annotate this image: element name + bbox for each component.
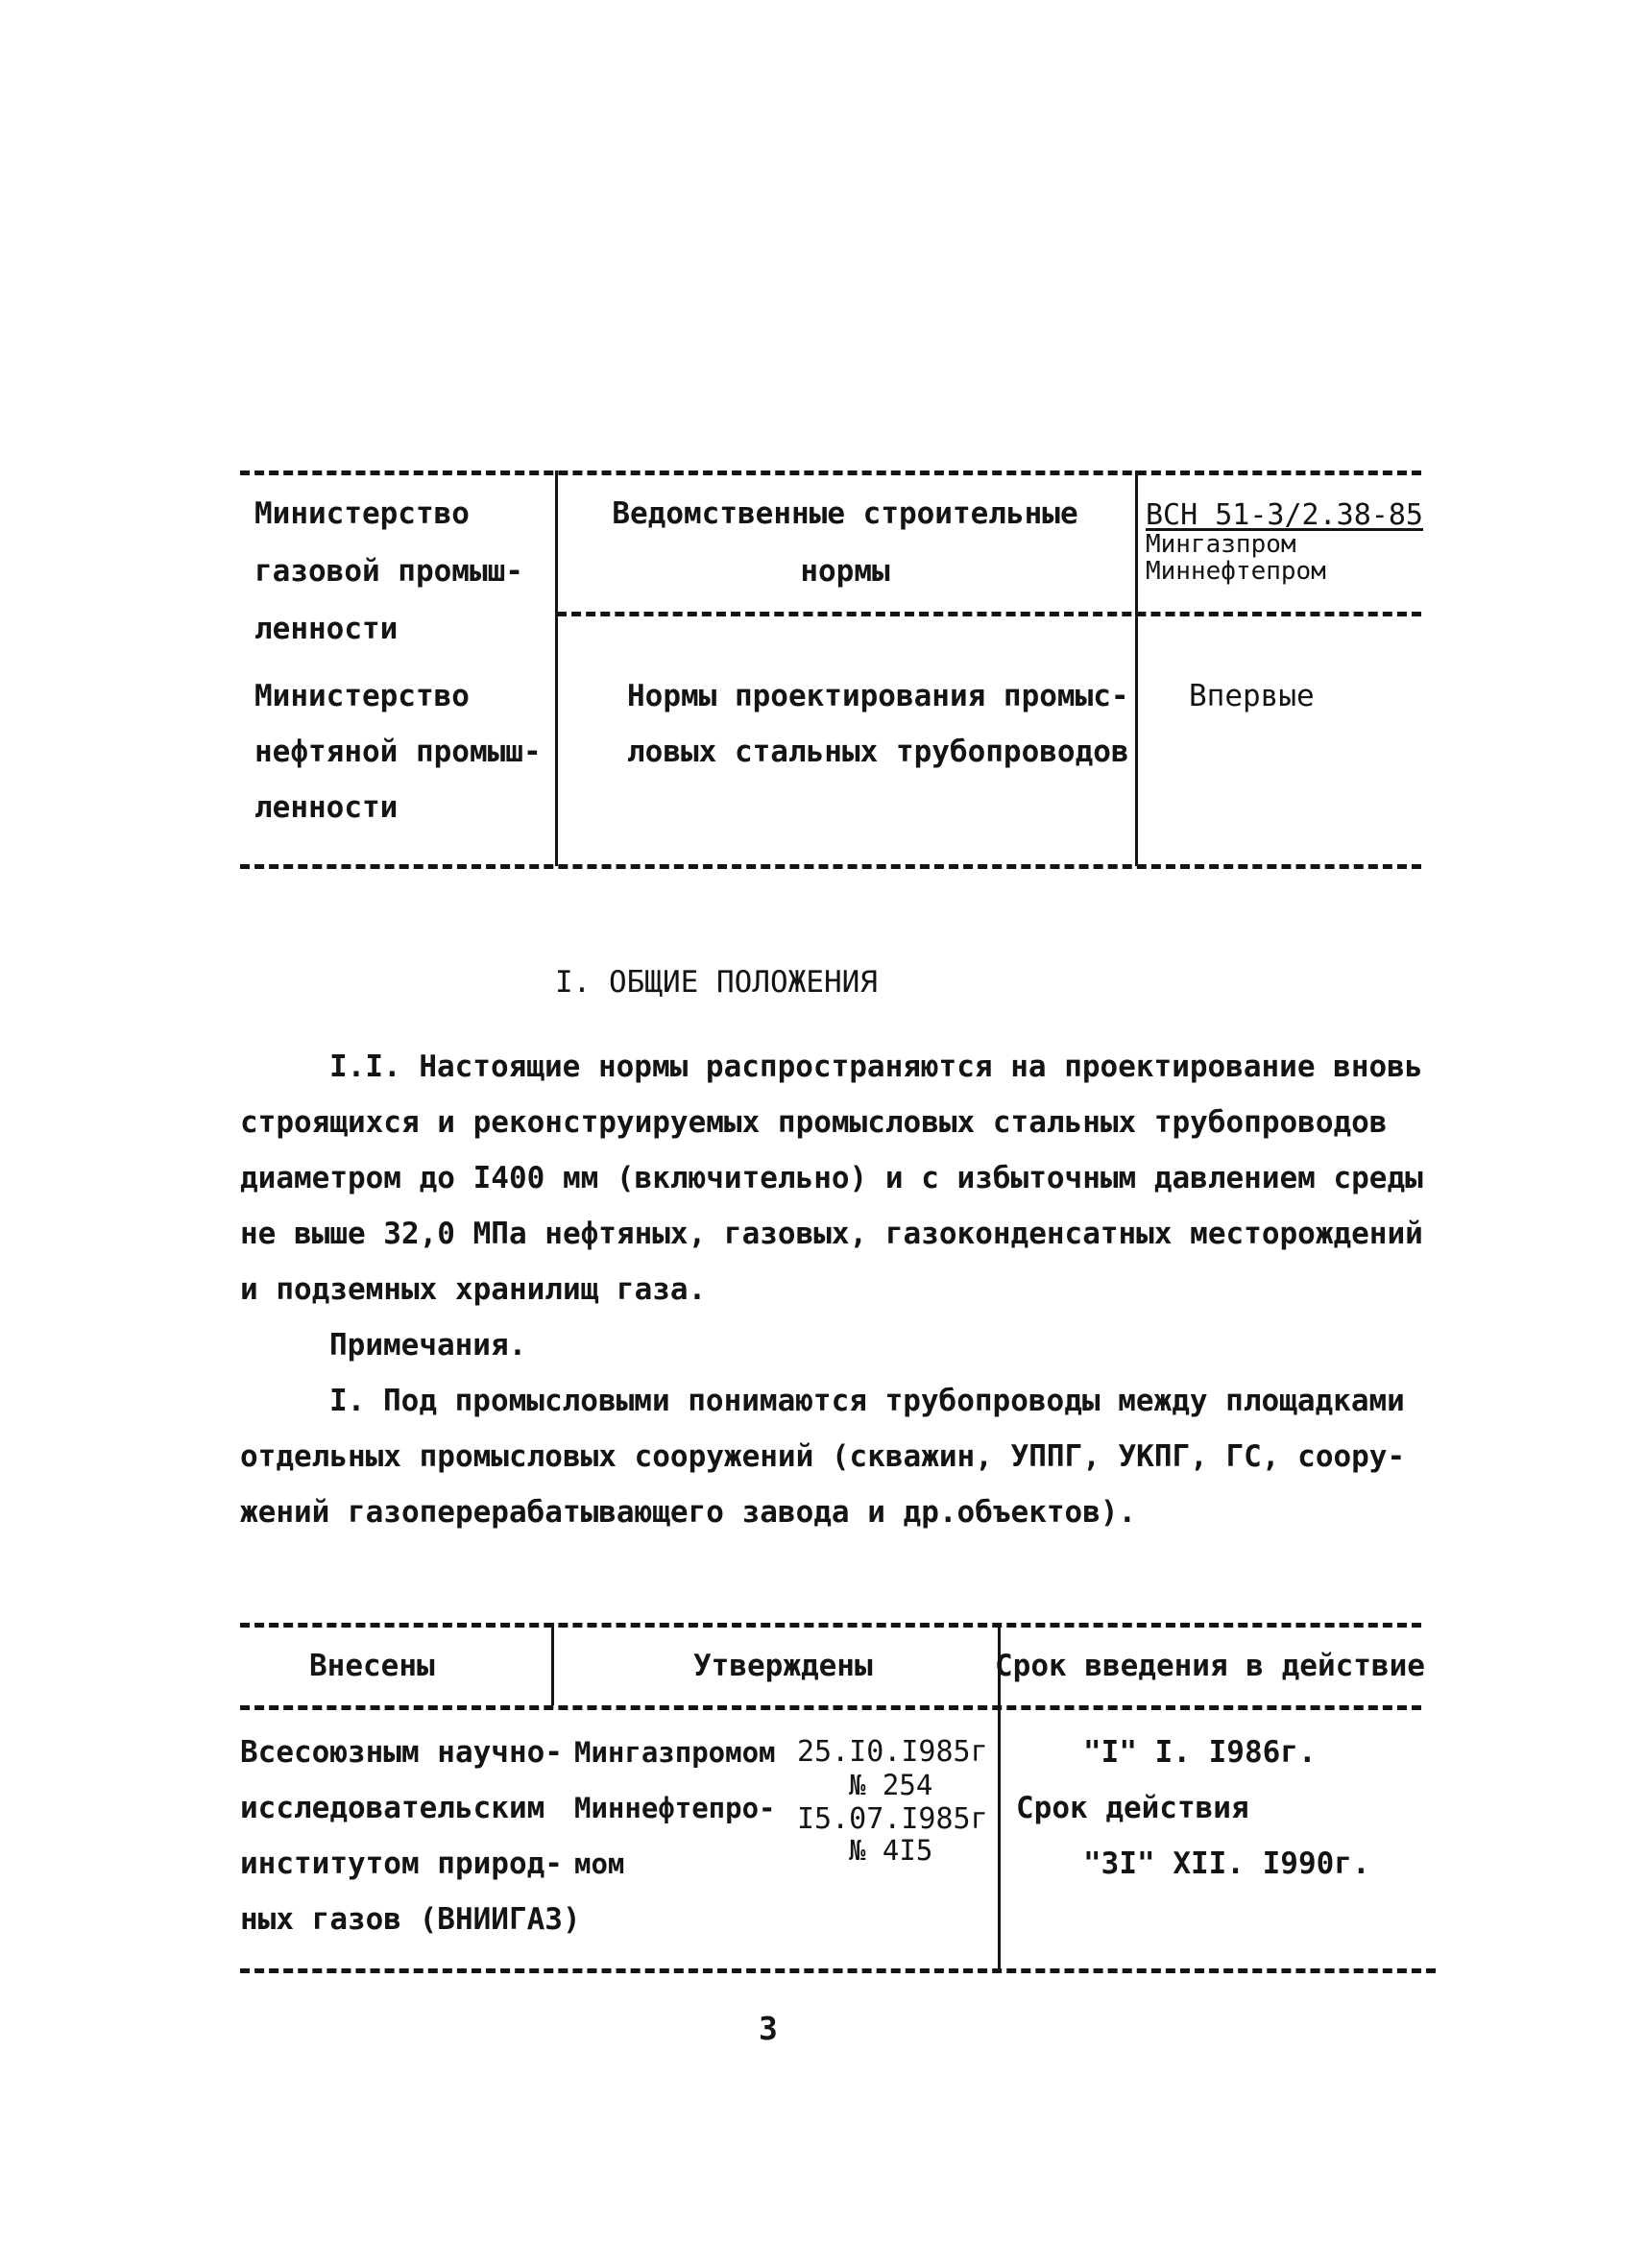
approved-org-line-1: Мингазпромом: [574, 1736, 776, 1769]
section-heading: I. ОБЩИЕ ПОЛОЖЕНИЯ: [555, 965, 878, 1000]
issuer-2-line-3: ленности: [254, 790, 399, 825]
doc-type-line-1: Ведомственные строительные: [612, 496, 1078, 531]
footer-top-rule: [240, 1623, 1421, 1628]
page-number: 3: [759, 2010, 778, 2047]
issuer-1-line-2: газовой промыш-: [254, 554, 523, 589]
header-col-divider-2: [1135, 470, 1138, 866]
document-code: ВСН 51-3/2.38-85: [1146, 498, 1423, 532]
introduced-line-1: Всесоюзным научно-: [240, 1735, 563, 1770]
para-line-1: I.I. Настоящие нормы распространяются на проектирование вновь: [329, 1050, 1423, 1084]
introduced-line-4: ных газов (ВНИИГАЗ): [240, 1902, 581, 1937]
para-line-5: и подземных хранилищ газа.: [240, 1272, 707, 1307]
note-1-line-1: I. Под промысловыми понимаются трубопроводы между площадками: [329, 1384, 1405, 1418]
notes-label: Примечания.: [329, 1328, 527, 1363]
header-bottom-rule: [240, 864, 1421, 869]
validity-label: Срок действия: [1016, 1791, 1249, 1825]
introduced-line-3: институтом природ-: [240, 1846, 563, 1881]
header-middle-rule: [557, 612, 1421, 616]
code-org-1: Мингазпром: [1146, 530, 1296, 559]
status-first-edition: Впервые: [1189, 679, 1315, 713]
footer-bottom-rule: [240, 1968, 1436, 1973]
issuer-2-line-2: нефтяной промыш-: [254, 735, 542, 769]
col-header-effective: Срок введения в действие: [995, 1649, 1425, 1683]
col-header-approved: Утверждены: [693, 1649, 873, 1683]
effective-date: "I" I. I986г.: [1083, 1735, 1317, 1770]
para-line-4: не выше 32,0 МПа нефтяных, газовых, газоконденсатных месторождений: [240, 1217, 1423, 1251]
col-header-introduced: Внесены: [309, 1649, 435, 1683]
approval-1-date: 25.I0.I985г: [797, 1735, 988, 1769]
footer-header-divider-1: [551, 1623, 554, 1705]
doc-type-line-2: нормы: [800, 554, 890, 589]
issuer-2-line-1: Министерство: [254, 679, 470, 713]
doc-title-line-1: Нормы проектирования промыс-: [627, 679, 1129, 713]
note-1-line-2: отдельных промысловых сооружений (скважин, УППГ, УКПГ, ГС, соору-: [240, 1439, 1406, 1474]
code-org-2: Миннефтепром: [1146, 557, 1326, 586]
para-line-2: строящихся и реконструируемых промысловых стальных трубопроводов: [240, 1105, 1388, 1140]
approval-1-number: № 254: [849, 1769, 933, 1801]
issuer-1-line-1: Министерство: [254, 496, 470, 531]
note-1-line-3: жений газоперерабатывающего завода и др.объектов).: [240, 1495, 1137, 1530]
doc-title-line-2: ловых стальных трубопроводов: [627, 735, 1129, 769]
approved-org-line-3: мом: [574, 1847, 625, 1880]
issuer-1-line-3: ленности: [254, 612, 399, 646]
header-top-rule: [240, 470, 1421, 475]
validity-date: "3I" XII. I990г.: [1083, 1846, 1370, 1881]
approval-2-date: I5.07.I985г: [797, 1802, 988, 1836]
footer-header-rule: [240, 1705, 1421, 1710]
approval-2-number: № 4I5: [849, 1834, 933, 1867]
introduced-line-2: исследовательским: [240, 1791, 545, 1825]
approved-org-line-2: Миннефтепро-: [574, 1792, 776, 1824]
para-line-3: диаметром до I400 мм (включительно) и с избыточным давлением среды: [240, 1161, 1423, 1195]
